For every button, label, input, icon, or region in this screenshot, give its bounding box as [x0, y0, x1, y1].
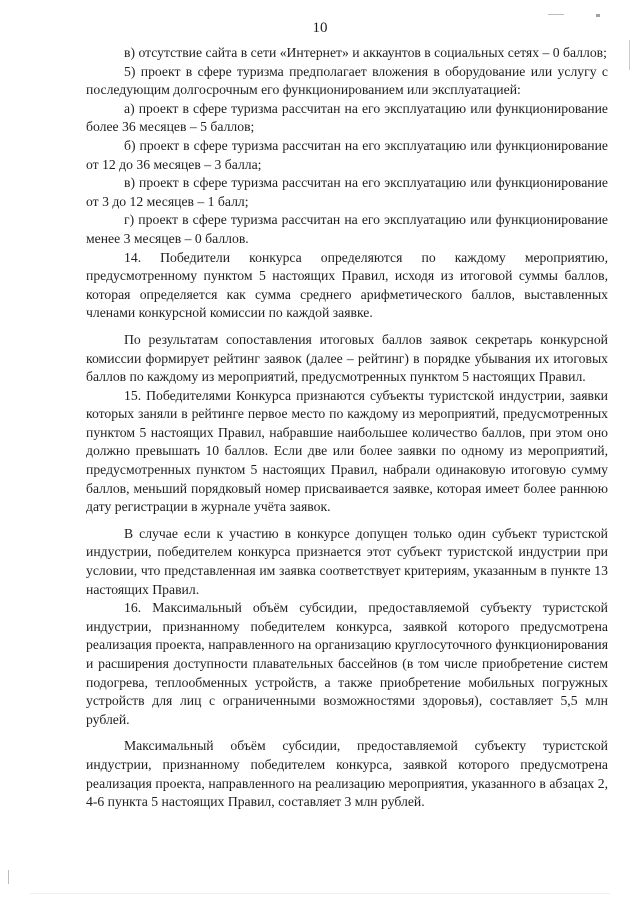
- scan-mark-left-edge: [8, 870, 9, 884]
- scan-mark-top-right: [548, 14, 564, 15]
- paragraph: Максимальный объём субсидии, предоставляемой субъекту туристской индустрии, признанному победителем конкурса, заявкой которого предусмотрена реализация проекта, направленного на реализацию мероприятия, указанного в абзацах 2, 4-6 пункта 5 настоящих Правил, составляет 3 млн рублей.: [86, 738, 608, 810]
- page-number: 10: [312, 20, 328, 36]
- paragraph: 5) проект в сфере туризма предполагает вложения в оборудование или услугу с последующим долгосрочным его функционированием или эксплуатацией:: [86, 63, 608, 98]
- paragraph: б) проект в сфере туризма рассчитан на его эксплуатацию или функционирование от 12 до 36 месяцев – 3 балла;: [86, 137, 608, 172]
- paragraph: в) отсутствие сайта в сети «Интернет» и аккаунтов в социальных сетях – 0 баллов;: [124, 45, 607, 60]
- paragraph: По результатам сопоставления итоговых баллов заявок секретарь конкурсной комиссии формирует рейтинг заявок (далее – рейтинг) в порядке убывания их итоговых баллов по каждому из мероприятий, предусмотренных пунктом 5 настоящих Правил.: [86, 331, 608, 385]
- paragraph: 15. Победителями Конкурса признаются субъекты туристской индустрии, заявки которых заняли в рейтинге первое место по каждому из мероприятий, предусмотренных пунктом 5 настоящих Правил, набравшие наибольшее количество баллов, при этом оно должно превышать 10 баллов. Если две или более заявки по одному из мероприятий, предусмотренных пунктом 5 настоящих Правил, набрали одинаковую итоговую сумму баллов, меньший порядковый номер присваивается заявке, которая имеет более раннюю дату регистрации в журнале учёта заявок.: [86, 387, 608, 515]
- scan-mark-right-edge: [629, 40, 630, 70]
- paragraph: г) проект в сфере туризма рассчитан на его эксплуатацию или функционирование менее 3 месяцев – 0 баллов.: [86, 212, 608, 246]
- paragraph: 14. Победители конкурса определяются по каждому мероприятию, предусмотренному пунктом 5 настоящих Правил, исходя из итоговой суммы баллов, которая определяется как сумма среднего арифметического баллов, выставленных членами конкурсной комиссии по каждой заявке.: [86, 249, 608, 321]
- paragraph: а) проект в сфере туризма рассчитан на его эксплуатацию или функционирование более 36 месяцев – 5 баллов;: [86, 100, 608, 135]
- scan-mark-bottom: [30, 893, 610, 894]
- document-body: [86, 44, 608, 812]
- scan-mark-top-right-dot: [596, 14, 600, 17]
- paragraph: в) проект в сфере туризма рассчитан на его эксплуатацию или функционирование от 3 до 12 месяцев – 1 балл;: [86, 175, 608, 209]
- paragraph: 16. Максимальный объём субсидии, предоставляемой субъекту туристской индустрии, признанному победителем конкурса, заявкой которого предусмотрена реализация проекта, направленного на организацию круглосуточного функционирования и расширения доступности плавательных бассейнов (в том числе приобретение систем подогрева, теплообменных устройств, а также приобретение мобильных погружных устройств для лиц с ограниченными возможностями здоровья), составляет 5,5 млн рублей.: [86, 600, 608, 727]
- paragraph: В случае если к участию в конкурсе допущен только один субъект туристской индустрии, победителем конкурса признается этот субъект туристской индустрии при условии, что представленная им заявка соответствует критериям, указанным в пункте 13 настоящих Правил.: [86, 525, 608, 597]
